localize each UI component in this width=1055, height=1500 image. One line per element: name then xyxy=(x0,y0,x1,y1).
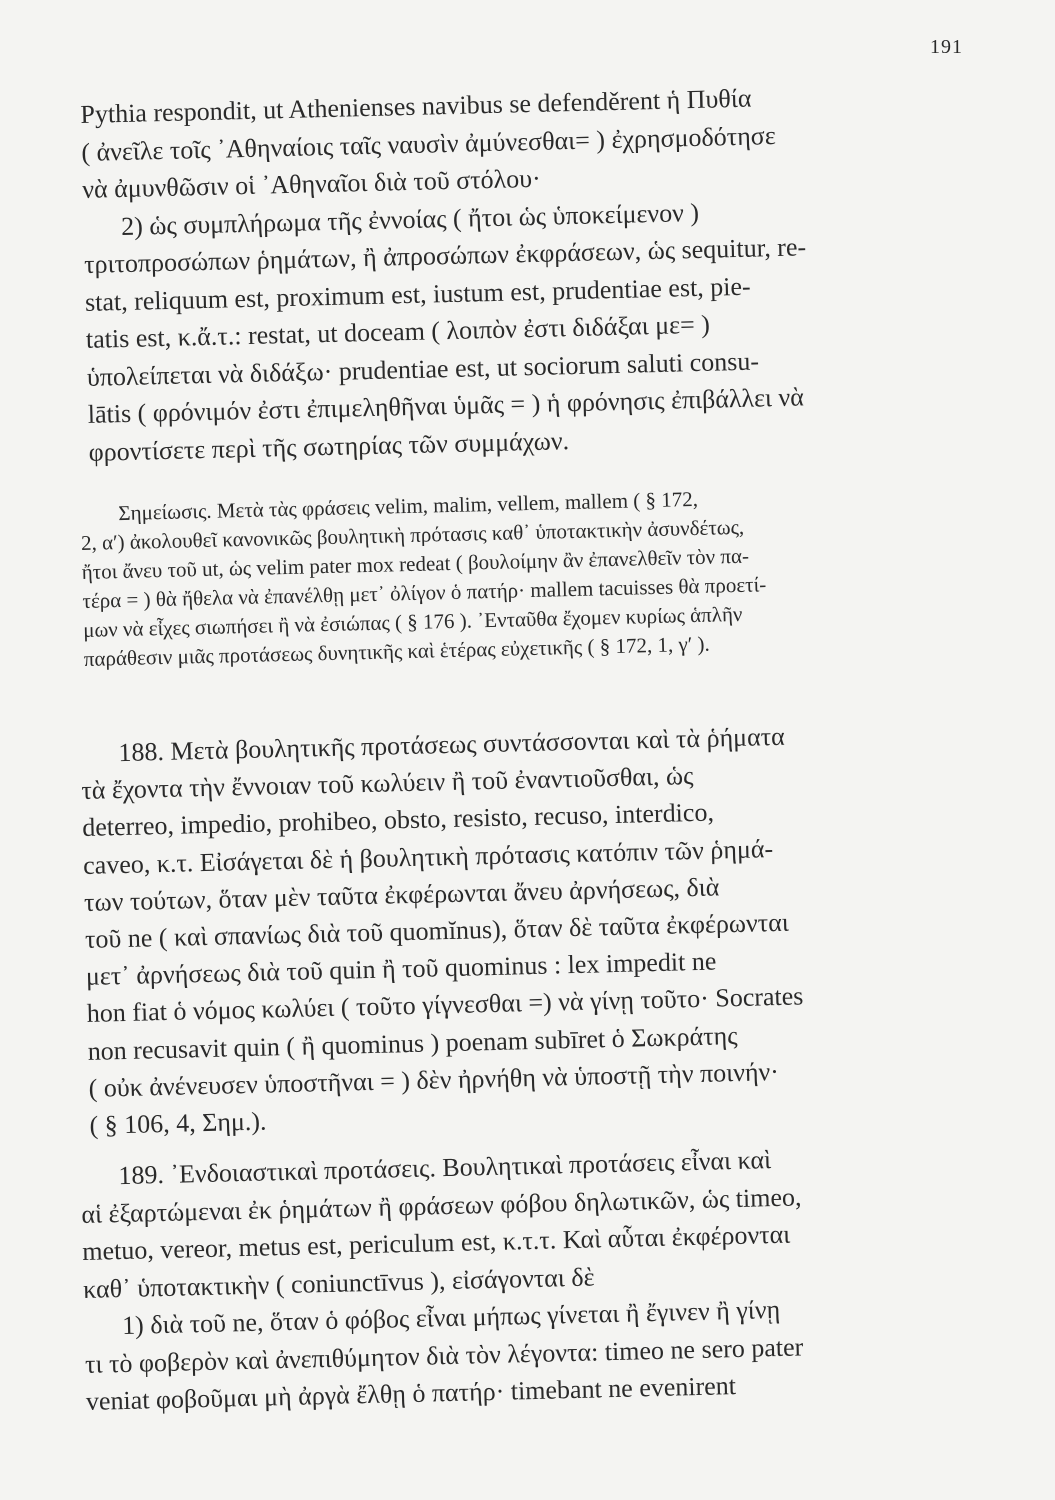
text-line: ( οὐκ ἀνένευσεν ὑποστῆναι = ) δὲν ἠρνήθη νὰ ὑποστῇ τὴν ποινήν· xyxy=(88,1056,780,1103)
text-line: metuo, vereor, metus est, periculum est, κ.τ.τ. Καὶ αὗται ἐκφέρονται xyxy=(81,1219,791,1266)
text-line: μετ᾿ ἀρνήσεως διὰ τοῦ quin ἢ τοῦ quominus : lex impedit ne xyxy=(85,946,717,992)
text-line: non recusavit quin ( ἢ quominus ) poenam subīret ὁ Σωκράτης xyxy=(87,1020,738,1066)
text-line: Pythia respondit, ut Athenienses navibus se defenděrent ἡ Πυθία xyxy=(80,83,752,129)
note-line: μων νὰ εἶχες σιωπήσει ἢ νὰ ἐσιώπας ( § 176 ). ᾿Ενταῦθα ἔχομεν κυρίως ἁπλῆν xyxy=(82,601,743,642)
text-line: ( § 106, 4, Σημ.). xyxy=(89,1106,267,1140)
text-line: ( ἀνεῖλε τοῖς ᾿Αθηναίοις ταῖς ναυσὶν ἀμύνεσθαι= ) ἐχρησμοδότησε xyxy=(81,120,776,167)
text-line: ὑπολείπεται νὰ διδάξω· prudentiae est, ut sociorum saluti consu- xyxy=(86,345,760,392)
text-line: tatis est, κ.ἄ.τ.: restat, ut doceam ( λοιπὸν ἐστι διδάξαι με= ) xyxy=(85,309,711,354)
note-line: ἤτοι ἄνευ τοῦ ut, ὡς velim pater mox redeat ( βουλοίμην ἂν ἐπανελθεῖν τὸν πα- xyxy=(81,543,750,584)
text-line: lātis ( φρόνιμόν ἐστι ἐπιμεληθῆναι ὑμᾶς = ) ἡ φρόνησις ἐπιβάλλει νὰ xyxy=(87,382,805,429)
text-line: καθ᾿ ὑποτακτικὴν ( coniunctīvus ), εἰσάγονται δὲ xyxy=(82,1261,595,1304)
paragraph-intro xyxy=(80,74,969,470)
text-line: τριτοπροσώπων ῥημάτων, ἢ ἀπροσώπων ἐκφράσεων, ὡς sequitur, re- xyxy=(83,232,807,279)
note-line: παράθεσιν μιᾶς προτάσεως δυνητικῆς καὶ ἑτέρας εὐχετικῆς ( § 172, 1, γ′ ). xyxy=(83,631,711,671)
note-line: τέρα = ) θὰ ἤθελα νὰ ἐπανέλθῃ μετ᾿ ὀλίγον ὁ πατήρ· mallem tacuisses θὰ προετί- xyxy=(82,572,767,613)
text-line: των τούτων, ὅταν μὲν ταῦτα ἐκφέρωνται ἄνευ ἀρνήσεως, διὰ xyxy=(83,872,720,917)
text-line: νὰ ἀμυνθῶσιν οἱ ᾿Αθηναῖοι διὰ τοῦ στόλου· xyxy=(81,163,542,204)
page-number: 191 xyxy=(930,36,963,58)
section-188 xyxy=(80,713,970,1144)
text-line: φροντίσετε περὶ τῆς σωτηρίας τῶν συμμάχων. xyxy=(88,425,570,467)
section-189 xyxy=(80,1136,966,1420)
text-line: 2) ὡς συμπλήρωμα τῆς ἐννοίας ( ἤτοι ὡς ὑποκείμενον ) xyxy=(120,197,700,241)
note-line: Σημείωσις. Μετὰ τὰς φράσεις velim, malim, vellem, mallem ( § 172, xyxy=(118,486,699,526)
text-line: 188. Μετὰ βουλητικῆς προτάσεως συντάσσονται καὶ τὰ ῥήματα xyxy=(118,721,786,768)
text-line: stat, reliquum est, proximum est, iustum est, prudentiae est, pie- xyxy=(84,271,751,317)
text-line: hon fiat ὁ νόμος κωλύει ( τοῦτο γίγνεσθαι =) νὰ γίνῃ τοῦτο· Socrates xyxy=(86,981,804,1029)
text-line: αἱ ἐξαρτώμεναι ἐκ ῥημάτων ἢ φράσεων φόβου δηλωτικῶν, ὡς timeo, xyxy=(81,1181,802,1229)
note-line: 2, α′) ἀκολουθεῖ κανονικῶς βουλητικὴ πρότασις καθ᾿ ὑποτακτικὴν ἀσυνδέτως, xyxy=(80,514,745,555)
text-line: deterreo, impedio, prohibeo, obsto, resisto, recuso, interdico, xyxy=(81,797,715,843)
text-line: τι τὸ φοβερὸν καὶ ἀνεπιθύμητον διὰ τὸν λέγοντα: timeo ne sero pater xyxy=(84,1331,804,1379)
text-line: 189. ᾿Ενδοιαστικαὶ προτάσεις. Βουλητικαὶ προτάσεις εἶναι καὶ xyxy=(118,1145,772,1191)
text-line: veniat φοβοῦμαι μὴ ἀργὰ ἔλθῃ ὁ πατήρ· timebant ne evenirent xyxy=(85,1371,737,1416)
text-line: caveo, κ.τ. Εἰσάγεται δὲ ἡ βουλητικὴ πρότασις κατόπιν τῶν ῥημά- xyxy=(82,833,774,880)
note-paragraph xyxy=(80,479,959,674)
text-line: τὰ ἔχοντα τὴν ἔννοιαν τοῦ κωλύειν ἢ τοῦ ἐναντιοῦσθαι, ὡς xyxy=(81,761,694,806)
text-line: τοῦ ne ( καὶ σπανίως διὰ τοῦ quomĭnus), ὅταν δὲ ταῦτα ἐκφέρωνται xyxy=(84,907,790,954)
text-line: 1) διὰ τοῦ ne, ὅταν ὁ φόβος εἶναι μήπως γίνεται ἢ ἔγινεν ἢ γίνῃ xyxy=(121,1294,781,1341)
